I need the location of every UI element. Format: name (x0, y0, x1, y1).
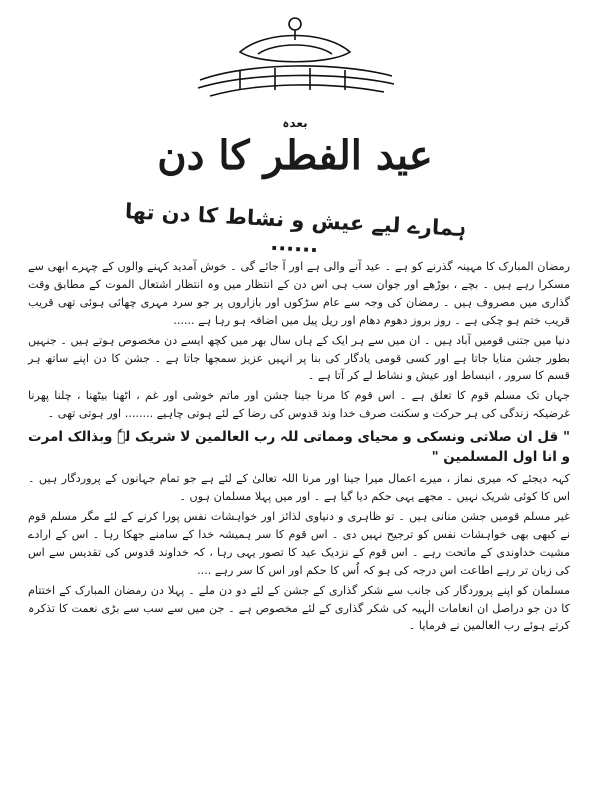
paragraph: جہاں تک مسلم قوم کا تعلق ہے ۔ اس قوم کا مرنا جینا جشن اور ماتم خوشی اور غم ، اٹھنا بیٹھنا ، چلنا پھرنا غرضیکہ زندگی کی ہر حرکت و سکنت صرف خدا وند قدوس کی رضا کے لئے ہوتی چاہیے ........ اور ہوتی تھی ۔ (28, 389, 570, 421)
page-title: عید الفطر کا دن (157, 132, 433, 179)
paragraph: رمضان المبارک کا مہینہ گذرنے کو ہے ۔ عید آنے والی ہے اور آ جائے گی ۔ خوش آمدید کہنے والوں کے چہرے ابھی سے مسکرا رہے ہیں ۔ بچے ، بوڑھے اور جوان سب ہی اس دن کے انتظار میں وہ انتظار اشتعال الموت کے مطابق وقت گذاری میں مصروف ہیں ۔ رمضان کی وجہ سے عام سڑکوں اور بازاروں پر جو سرد مہری چھائی ہوئی تھی قریب قریب ختم ہو چکی ہے ۔ روز بروز دھوم دھام اور ریل پیل میں اضافہ ہو رہا ہے ...... (28, 260, 570, 327)
paragraph: کہہ دیجئے کہ میری نماز ، میرے اعمال میرا جینا اور مرنا اللہ تعالیٰ کے لئے ہے جو تمام جہانوں کے پروردگار ہیں ۔ اس کا کوئی شریک نہیں ۔ مجھے یہی حکم دیا گیا ہے ۔ اور میں پہلا مسلمان ہوں ۔ (28, 472, 570, 504)
article-body (28, 258, 570, 637)
paragraph: غیر مسلم قومیں جشن منانی ہیں ۔ تو ظاہری و دنیاوی لذائز اور خواہشات نفس پورا کرنے کے لئے مگر مسلم قوم نے کبھی بھی خواہشات نفس کو ترجیح نہیں دی ۔ اس قوم کا سر ہمیشہ خدا کے سامنے جھکا رہا ۔ اس کے ارادے مشیت خداوندی کے ماتحت رہے ۔ اس قوم کے نزدیک عید کا تصور یہی رہا ، کہ خداوند قدوس کی تقدیس سے اس کی زبان تر رہے اطاعت اس درجہ کی ہو کہ اُس کا حکم اور اس کا سر رہے .... (28, 509, 570, 577)
paragraph: مسلمان کو اپنے پروردگار کی جانب سے شکر گذاری کے جشن کے لئے دو دن ملے ۔ پہلا دن رمضان المبارک کے اختتام کا دن جو دراصل ان انعامات الٰہیہ کی شکر گذاری کے لئے مخصوص ہے ۔ جن میں سے سب سے بڑی نعمت کا تذکرہ کرتے ہوئے رب العالمین نے فرمایا ۔ (28, 583, 570, 633)
calligraphy-seal (180, 10, 410, 105)
page-subtitle: ہمارے لیے عیش و نشاط کا دن تھا ...... (124, 199, 467, 258)
quranic-verse: " قل ان صلاتی ونسکی و محیای ومماتی للہ رب العالمین لا شریک لہٗ وبذالک امرت و انا اول المسلمین " (28, 429, 570, 466)
paragraph: دنیا میں جتنی قومیں آباد ہیں ۔ ان میں سے ہر ایک کے ہاں سال بھر میں کچھ ایسے دن مخصوص ہوتے ہیں ۔ جنہیں بطور جشن منایا جاتا ہے اور کسی قومی یادگار کی بنا پر انہیں عزیز سمجھا جاتا ہے ۔ جشن کا دن اپنے ساتھ ہر قسم کا سرور ، انبساط اور عیش و نشاط لے کر آتا ہے ۔ (28, 333, 570, 383)
bada-heading: بعدہ (282, 116, 308, 130)
calligraphy-seal-icon (180, 10, 410, 105)
